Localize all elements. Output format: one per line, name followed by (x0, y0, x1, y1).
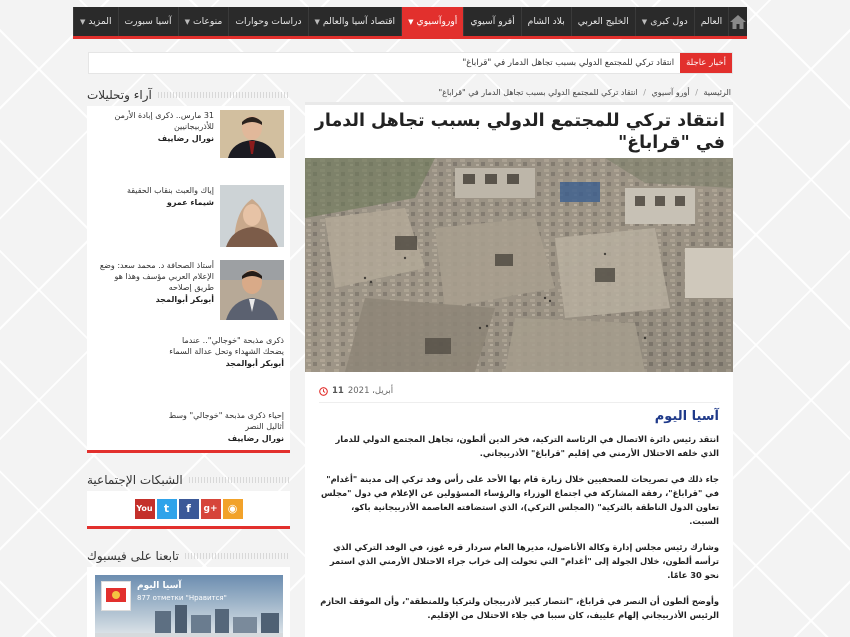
social-widget-title (87, 469, 290, 491)
title-stripes (158, 92, 290, 98)
article-image (305, 158, 733, 372)
opinion-author[interactable]: أبوبكر أبوالمجد (155, 295, 214, 304)
opinion-headline[interactable]: إحياء ذكرى مذبحة "خوجالي" وسط أثاليل النصر (168, 411, 284, 431)
home-icon[interactable] (728, 7, 747, 36)
nav-item[interactable] (521, 7, 571, 36)
opinions-widget (87, 106, 290, 453)
facebook-likes-count: 877 отметки "Нравится" (137, 594, 227, 602)
nav-item-label: بلاد الشام (527, 16, 565, 27)
title-stripes (189, 477, 290, 483)
breadcrumb-home[interactable]: الرئيسية (703, 88, 731, 97)
twitter-icon[interactable]: t (157, 499, 177, 519)
opinions-title-text: آراء وتحليلات (87, 88, 152, 102)
opinion-author[interactable]: شيماء عمرو (166, 198, 214, 207)
article-date-rest: أبريل، 2021 (347, 386, 394, 396)
facebook-page-name[interactable]: آسيا اليوم (137, 581, 182, 591)
nav-item-label: دول كبرى (650, 16, 688, 27)
article-title: انتقاد تركي للمجتمع الدولي بسبب تجاهل الدمار في "قراباغ" (314, 111, 725, 153)
nav-item[interactable] (308, 7, 402, 36)
nav-item[interactable] (178, 7, 229, 36)
chevron-down-icon: ▼ (80, 17, 86, 26)
social-widget (87, 491, 290, 529)
nav-item[interactable] (694, 7, 729, 36)
opinion-item[interactable] (93, 410, 284, 478)
nav-item[interactable] (635, 7, 694, 36)
nav-item[interactable] (118, 7, 178, 36)
opinions-widget-title (87, 84, 290, 106)
opinion-author[interactable]: نورال رضاييف (227, 434, 284, 443)
nav-item[interactable] (228, 7, 307, 36)
opinion-author[interactable]: نورال رضاييف (157, 134, 214, 143)
nav-item-label: أوروآسيوي (416, 16, 458, 27)
opinion-item[interactable] (93, 260, 284, 328)
opinion-item[interactable] (93, 110, 284, 178)
chevron-down-icon: ▼ (184, 17, 190, 26)
title-stripes (185, 553, 290, 559)
facebook-widget (87, 567, 290, 637)
facebook-title-text: تابعنا على فيسبوك (87, 549, 179, 563)
article-paragraph: وأوضح ألطون أن النصر في قراباغ، "انتصار كبير لأذربيجان ولتركيا وللمنطقة"، وأن الموقف الحازم الرئيس الأذربيجاني إلهام علييف، كان سببا في جلاء الاحتلال من الإقليم. (320, 596, 719, 620)
breaking-news-tag: أخبار عاجلة (680, 53, 732, 73)
chevron-down-icon: ▼ (314, 17, 320, 26)
author-photo (220, 110, 284, 158)
nav-item-label: آسيا سبورت (124, 16, 172, 27)
nav-item-label: منوعات (192, 16, 223, 27)
article-paragraph: انتقد رئيس دائرة الاتصال في الرئاسة التركية، فخر الدين ألطون، تجاهل المجتمع الدولي للدمار الذي خلفه الاحتلال الأرمني في إقليم "قراباغ" الأذربيجاني. (335, 434, 719, 458)
clock-icon (319, 387, 328, 396)
chevron-down-icon: ▼ (641, 17, 648, 26)
breadcrumb-separator: / (643, 88, 646, 97)
opinion-headline[interactable]: إياك والعبث بنقاب الحقيقة (126, 186, 214, 195)
nav-item-label: المزيد (88, 16, 112, 27)
nav-item-label: اقتصاد آسيا والعالم (322, 16, 396, 27)
breadcrumb-separator: / (695, 88, 698, 97)
opinion-headline[interactable]: 31 مارس.. ذكرى إبادة الأرمن للأذربيجانيين (114, 111, 214, 131)
article-date-day: 11 (332, 386, 344, 396)
author-photo (220, 260, 284, 320)
main-content (305, 84, 733, 637)
opinion-headline[interactable]: أستاذ الصحافة د. محمد سعد: وضع الإعلام العربي مؤسف وهذا هو طريق إصلاحه (99, 261, 214, 292)
nav-item-label: العالم (700, 16, 723, 27)
article-paragraph: وشارك رئيس مجلس إدارة وكالة الأناضول، مديرها العام سردار قره غوز، في الوفد التركي الذي ترأسه ألطون، خلال الجولة إلى "أغدام" التي تحولت إلى خراب جراء الاحتلال الأرمني الذي استمر نحو 30 عامًا. (329, 542, 719, 580)
opinion-item[interactable] (93, 335, 284, 403)
author-photo (220, 185, 284, 247)
article-post (305, 102, 733, 637)
breadcrumb-current: انتقاد تركي للمجتمع الدولي بسبب تجاهل الدمار في "قراباغ" (438, 88, 638, 97)
facebook-page-cover[interactable] (95, 575, 283, 637)
breaking-news-link[interactable]: انتقاد تركي للمجتمع الدولي بسبب تجاهل الدمار في "قراباغ" (462, 58, 675, 68)
nav-item[interactable] (73, 7, 118, 36)
youtube-icon[interactable]: You (135, 499, 155, 519)
opinion-headline[interactable]: ذكرى مذبحة "خوجالي".. عندما يضحك الشهداء وتحل عدالة السماء (169, 336, 284, 356)
opinion-author[interactable]: أبوبكر أبوالمجد (225, 359, 284, 368)
nav-item[interactable] (463, 7, 520, 36)
facebook-icon[interactable]: f (179, 499, 199, 519)
rss-icon[interactable]: ◉ (223, 499, 243, 519)
article-date (319, 386, 719, 403)
nav-item[interactable] (401, 7, 463, 36)
breadcrumb (305, 84, 733, 102)
nav-item-label: الخليج العربي (577, 16, 629, 27)
breadcrumb-section[interactable]: أورو آسيوي (651, 88, 690, 97)
article-body (305, 424, 733, 622)
social-title-text: الشبكات الإجتماعية (87, 473, 183, 487)
sidebar (87, 84, 290, 637)
breaking-news-bar (88, 52, 733, 74)
nav-item[interactable] (571, 7, 635, 36)
google-plus-icon[interactable]: g+ (201, 499, 221, 519)
main-navigation (73, 7, 747, 39)
nav-item-label: دراسات وحوارات (235, 16, 302, 27)
opinion-item[interactable] (93, 185, 284, 253)
nav-item-label: أفرو آسيوي (470, 16, 515, 27)
chevron-down-icon: ▼ (408, 17, 414, 26)
facebook-widget-title (87, 545, 290, 567)
article-paragraph: جاء ذلك في تصريحات للصحفيين خلال زيارة قام بها الأحد على رأس وفد تركي إلى مدينة "أغدام" في "قراباغ"، رفقة المشاركة في اجتماع الوزراء والرؤساء المسؤولين عن الإعلام في دول "مجلس تعاون الدول الناطقة بالتركية" (المجلس التركي)، الذي استضافته العاصمة الأذربيجانية باكو، السبت. (320, 474, 719, 526)
page-logo (101, 581, 131, 611)
article-source: آسيا اليوم (654, 409, 719, 424)
